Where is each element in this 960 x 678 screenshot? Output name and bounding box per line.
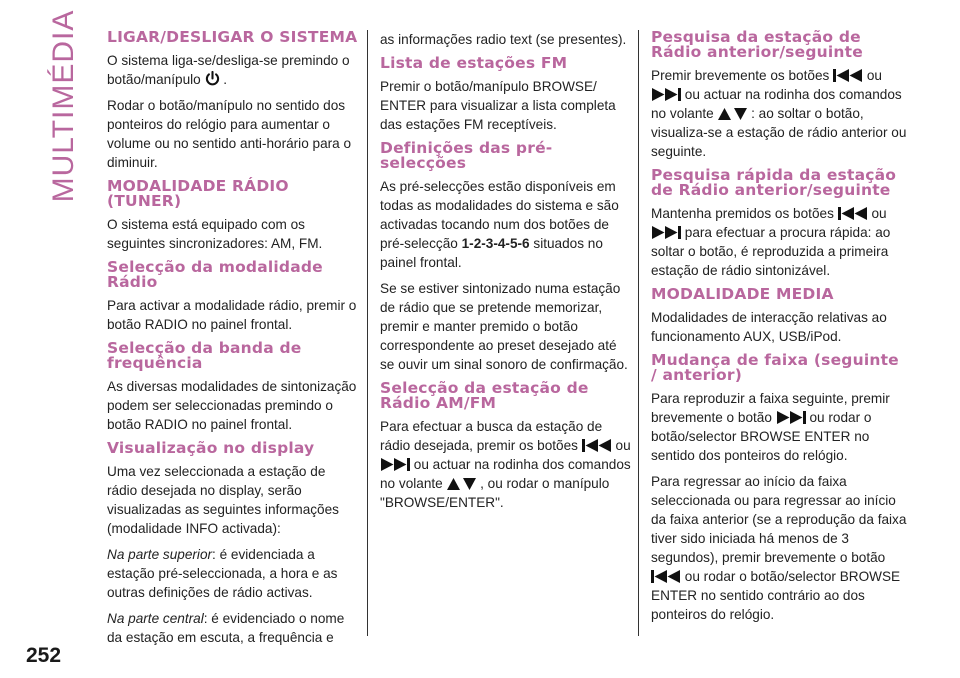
paragraph-pesquisa-rapida: Mantenha premidos os botões ou para efectuar a procura rápida: ao soltar o botão, é reproduzida a primeira estação de rádio sintonizável. — [651, 206, 891, 278]
paragraph-memorizar: Se se estiver sintonizado numa estação de rádio que se pretende memorizar, premir e manter premido o botão correspondente ao preset desejado até se ouvir um sinal sonoro de confirmação. — [380, 281, 628, 372]
paragraph-banda: As diversas modalidades de sintonização podem ser seleccionadas premindo o botão RADIO no painel frontal. — [107, 379, 357, 432]
paragraph-continuation: as informações radio text (se presentes). — [380, 32, 627, 47]
up-triangle-icon — [447, 478, 460, 490]
previous-track-icon — [582, 439, 612, 452]
column-2 — [380, 30, 632, 519]
heading-definicoes-preseleccoes: Definições das pré-selecções — [380, 139, 553, 172]
paragraph-display: Uma vez seleccionada a estação de rádio desejada no display, serão visualizadas as seguintes informações (modalidade INFO activada): — [107, 464, 339, 536]
heading-mudanca-faixa: Mudança de faixa (seguinte / anterior) — [651, 351, 899, 384]
paragraph-parte-central: Na parte central: é evidenciado o nome da estação em escuta, a frequência e — [107, 611, 345, 645]
paragraph-seleccao-modalidade: Para activar a modalidade rádio, premir o botão RADIO no painel frontal. — [107, 298, 357, 332]
side-label-text: MULTIMÉDIA — [47, 9, 80, 203]
next-track-icon — [651, 226, 681, 239]
heading-lista-estacoes: Lista de estações FM — [380, 54, 568, 72]
heading-seleccao-am-fm: Selecção da estação de Rádio AM/FM — [380, 379, 589, 412]
paragraph-modalidade: O sistema está equipado com os seguintes sincronizadores: AM, FM. — [107, 217, 323, 251]
heading-banda-frequencia: Selecção da banda de frequência — [107, 339, 302, 372]
heading-modalidade-radio: MODALIDADE RÁDIO (TUNER) — [107, 177, 289, 210]
heading-visualizacao-display: Visualização no display — [107, 439, 315, 457]
paragraph-am-fm: Para efectuar a busca da estação de rádio desejada, premir os botões ou ou actuar na rodinha dos comandos no volante , ou rodar o manípulo "BROWSE/ENTER". — [380, 419, 631, 510]
paragraph-faixa-seguinte: Para reproduzir a faixa seguinte, premir brevemente o botão ou rodar o botão/selector BROWSE ENTER no sentido dos ponteiros do relógio. — [651, 391, 890, 463]
section-side-label — [44, 9, 84, 203]
paragraph-volume: Rodar o botão/manípulo no sentido dos ponteiros do relógio para aumentar o volume ou no sentido anti-horário para o diminuir. — [107, 98, 352, 170]
next-track-icon — [380, 458, 410, 471]
paragraph-parte-superior: Na parte superior: é evidenciada a estação pré-seleccionada, a hora e as outras definições de rádio activas. — [107, 547, 338, 600]
column-divider — [638, 30, 639, 636]
power-icon — [205, 71, 220, 86]
next-track-icon — [651, 88, 681, 101]
paragraph-media: Modalidades de interacção relativas ao funcionamento AUX, USB/iPod. — [651, 310, 887, 344]
heading-pesquisa-rapida: Pesquisa rápida da estação de Rádio anterior/seguinte — [651, 166, 897, 199]
heading-seleccao-modalidade: Selecção da modalidade Rádio — [107, 258, 323, 291]
page-number: 252 — [26, 644, 62, 667]
column-3 — [651, 30, 909, 631]
paragraph-lista: Premir o botão/manípulo BROWSE/ ENTER para visualizar a lista completa das estações FM receptíveis. — [380, 79, 616, 132]
down-triangle-icon — [463, 478, 476, 490]
previous-track-icon — [838, 207, 868, 220]
next-track-icon — [776, 411, 806, 424]
heading-pesquisa-estacao: Pesquisa da estação de Rádio anterior/seguinte — [651, 28, 863, 61]
paragraph-faixa-anterior: Para regressar ao início da faixa seleccionada ou para regressar ao início da faixa anterior (se a reprodução da faixa tiver sido iniciada há menos de 3 segundos), premir brevemente o botão ou rodar o botão/selector BROWSE ENTER no sentido contrário ao dos ponteiros do relógio. — [651, 474, 907, 622]
paragraph-pesquisa: Premir brevemente os botões ou ou actuar na rodinha dos comandos no volante : ao soltar o botão, visualiza-se a estação de rádio anterior ou seguinte. — [651, 68, 907, 159]
column-divider — [367, 30, 368, 636]
column-1 — [107, 30, 359, 654]
paragraph-ligar: O sistema liga-se/desliga-se premindo o botão/manípulo . — [107, 53, 350, 87]
up-triangle-icon — [718, 108, 731, 120]
previous-track-icon — [651, 570, 681, 583]
previous-track-icon — [833, 69, 863, 82]
down-triangle-icon — [734, 108, 747, 120]
heading-ligar-desligar: LIGAR/DESLIGAR O SISTEMA — [107, 28, 358, 46]
heading-modalidade-media: MODALIDADE MEDIA — [651, 285, 834, 303]
paragraph-preseleccoes: As pré-selecções estão disponíveis em todas as modalidades do sistema e são activadas tocando num dos botões de pré-selecção 1-2-3-4-5-6 situados no painel frontal. — [380, 179, 619, 270]
